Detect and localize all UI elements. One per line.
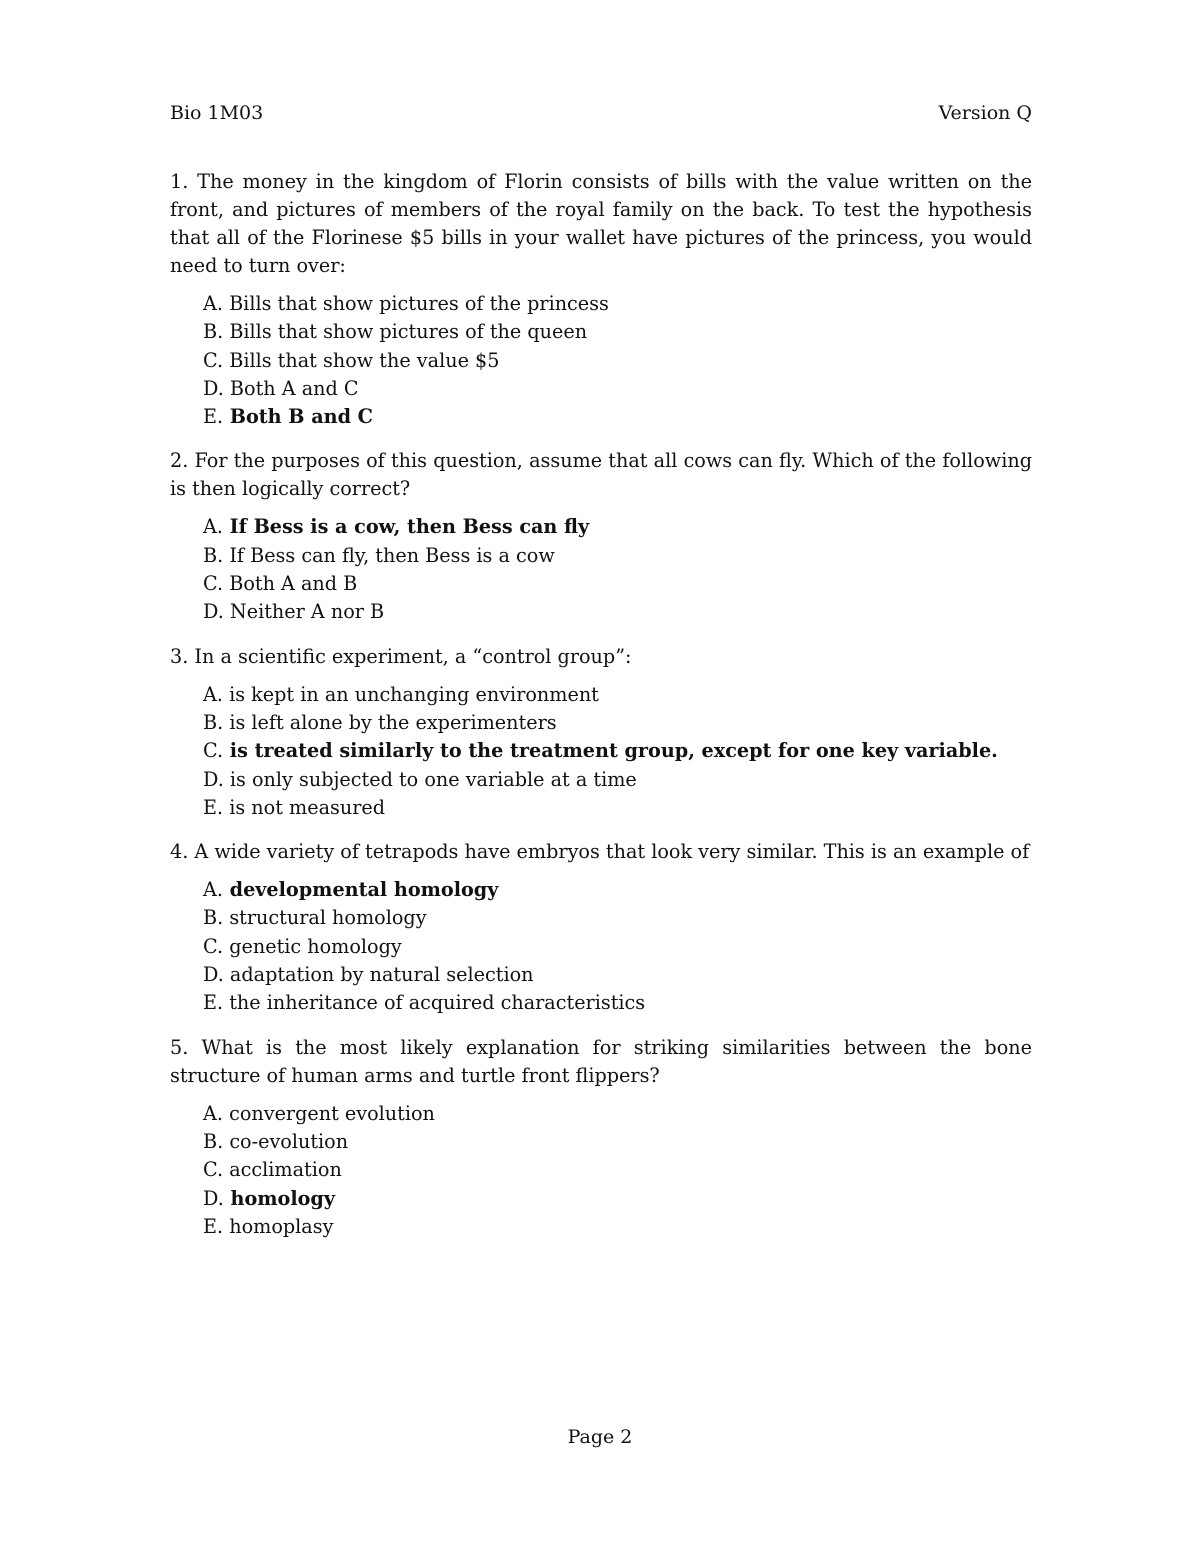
correct-answer-text: Both B and C	[229, 405, 373, 429]
correct-answer-text: developmental homology	[229, 878, 499, 902]
correct-answer-text: homology	[230, 1186, 336, 1210]
option-text: is kept in an unchanging environment	[229, 682, 599, 706]
option-letter: C.	[203, 348, 224, 372]
option-letter: A.	[203, 292, 223, 315]
page-number: Page 2	[567, 1426, 633, 1448]
question-text	[170, 643, 1032, 671]
answer-option	[203, 290, 1032, 318]
answer-options	[203, 513, 1032, 626]
option-letter: D.	[203, 767, 224, 791]
question-text	[170, 1034, 1032, 1090]
option-letter: D.	[203, 600, 224, 624]
option-letter: D.	[203, 376, 224, 400]
correct-answer-text: If Bess is a cow, then Bess can fly	[229, 515, 590, 539]
option-text: Both A and C	[229, 376, 359, 400]
answer-option	[203, 1213, 1032, 1241]
option-text: is not measured	[229, 795, 386, 819]
question-stem: What is the most likely explanation for striking similarities between the bone structure of human arms and turtle front flippers?	[170, 1035, 1032, 1087]
answer-option	[203, 709, 1032, 737]
question-number: 5.	[170, 1035, 189, 1059]
answer-option	[203, 1128, 1032, 1156]
answer-option	[203, 794, 1032, 822]
answer-option	[203, 375, 1032, 403]
answer-option	[203, 904, 1032, 932]
option-letter: A.	[203, 515, 223, 539]
answer-option	[203, 1156, 1032, 1184]
question-number: 1.	[170, 170, 189, 193]
answer-option	[203, 318, 1032, 346]
option-letter: A.	[203, 878, 223, 902]
question-5	[170, 1034, 1032, 1241]
option-letter: C.	[203, 1158, 224, 1182]
exam-version: Version Q	[938, 102, 1032, 124]
answer-options	[203, 876, 1032, 1017]
answer-options	[203, 1100, 1032, 1241]
answer-option	[203, 542, 1032, 570]
option-text: structural homology	[229, 906, 427, 930]
answer-option	[203, 1100, 1032, 1128]
answer-option	[203, 933, 1032, 961]
option-text: co-evolution	[229, 1129, 349, 1153]
option-letter: A.	[203, 1101, 223, 1125]
question-3	[170, 643, 1032, 822]
question-text	[170, 838, 1032, 866]
course-code: Bio 1M03	[170, 102, 264, 124]
question-stem: In a scientific experiment, a “control group”:	[194, 644, 632, 668]
option-letter: C.	[203, 739, 224, 763]
option-letter: E.	[203, 405, 224, 429]
option-text: Neither A nor B	[229, 600, 385, 624]
question-number: 3.	[170, 644, 189, 668]
option-letter: A.	[203, 682, 223, 706]
option-text: is left alone by the experimenters	[229, 710, 557, 734]
option-text: acclimation	[229, 1158, 342, 1182]
question-4	[170, 838, 1032, 1017]
answer-option	[203, 681, 1032, 709]
option-letter: C.	[203, 934, 224, 958]
option-letter: B.	[203, 906, 224, 930]
answer-option	[203, 989, 1032, 1017]
option-text: Bills that show pictures of the queen	[229, 320, 588, 344]
page-header	[170, 96, 1032, 130]
answer-option	[203, 876, 1032, 904]
option-letter: D.	[203, 1186, 224, 1210]
option-text: If Bess can fly, then Bess is a cow	[229, 543, 555, 567]
answer-option	[203, 570, 1032, 598]
option-letter: B.	[203, 543, 224, 567]
option-letter: B.	[203, 1129, 224, 1153]
option-letter: B.	[203, 710, 224, 734]
question-stem: For the purposes of this question, assume that all cows can fly. Which of the following is then logically correct?	[170, 449, 1032, 501]
option-text: is only subjected to one variable at a time	[229, 767, 637, 791]
question-1	[170, 168, 1032, 431]
option-letter: E.	[203, 795, 224, 819]
option-text: Bills that show pictures of the princess	[229, 292, 609, 315]
question-stem: A wide variety of tetrapods have embryos that look very similar. This is an example of	[194, 840, 1030, 864]
option-letter: E.	[203, 991, 224, 1015]
option-text: convergent evolution	[229, 1101, 435, 1125]
question-2	[170, 447, 1032, 626]
option-text: the inheritance of acquired characteristics	[229, 991, 646, 1015]
option-text: homoplasy	[229, 1214, 334, 1238]
option-text: genetic homology	[229, 934, 402, 958]
answer-options	[203, 290, 1032, 431]
option-letter: B.	[203, 320, 224, 344]
answer-option	[203, 961, 1032, 989]
question-text	[170, 447, 1032, 503]
exam-page	[170, 96, 1032, 1241]
question-text	[170, 168, 1032, 280]
option-letter: E.	[203, 1214, 224, 1238]
answer-option	[203, 1185, 1032, 1213]
answer-option	[203, 598, 1032, 626]
answer-option	[203, 403, 1032, 431]
question-number: 4.	[170, 840, 189, 864]
question-list	[170, 168, 1032, 1241]
option-text: Bills that show the value $5	[229, 348, 500, 372]
answer-option	[203, 737, 1032, 765]
option-letter: C.	[203, 572, 224, 596]
option-letter: D.	[203, 963, 224, 987]
option-text: adaptation by natural selection	[229, 963, 534, 987]
option-text: Both A and B	[229, 572, 358, 596]
question-number: 2.	[170, 449, 189, 473]
answer-options	[203, 681, 1032, 822]
question-stem: The money in the kingdom of Florin consists of bills with the value written on the front, and pictures of members of the royal family on the back. To test the hypothesis that all of the Florinese $5 bills in your wallet have pictures of the princess, you would need to turn over:	[170, 170, 1032, 277]
correct-answer-text: is treated similarly to the treatment group, except for one key variable.	[229, 739, 998, 763]
answer-option	[203, 513, 1032, 541]
page-footer	[0, 1420, 1200, 1454]
answer-option	[203, 347, 1032, 375]
answer-option	[203, 766, 1032, 794]
